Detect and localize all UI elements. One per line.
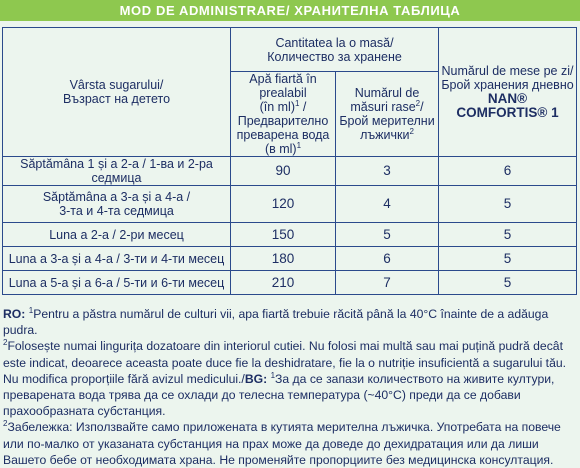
water-header bbox=[231, 72, 336, 157]
brand-name: NAN® COMFORTIS® 1 bbox=[456, 91, 559, 120]
scoops-header-ro: Numărul de măsuri rase bbox=[350, 86, 420, 114]
age-header: Vârsta sugarului/ Възраст на детето bbox=[3, 28, 231, 157]
row-age: Luna a 3-a și a 4-a / 3-ти и 4-ти месец bbox=[3, 247, 231, 271]
row-scoops: 3 bbox=[336, 157, 439, 186]
row-water: 210 bbox=[231, 271, 336, 295]
table-row bbox=[3, 223, 577, 247]
row-meals: 5 bbox=[439, 247, 577, 271]
row-scoops: 5 bbox=[336, 223, 439, 247]
scoops-header-bg: / Брой мерителни лъжички bbox=[339, 100, 435, 142]
bg-label: BG: bbox=[244, 371, 268, 386]
row-water: 120 bbox=[231, 186, 336, 223]
ro-note-1: Pentru a păstra numărul de culturi vii, apa fiartă trebuie răcită până la 40°C înainte de a adăuga pudra. bbox=[3, 307, 549, 338]
ro-sup-1: 1 bbox=[28, 305, 34, 315]
water-header-bg: / Предварително преварена вода (в ml) bbox=[236, 100, 330, 156]
feeding-table bbox=[2, 27, 577, 295]
meals-header-text: Numărul de mese pe zi/ Брой хранения дневно bbox=[441, 64, 574, 92]
banner-title: MOD DE ADMINISTRARE/ ХРАНИТЕЛНА ТАБЛИЦА bbox=[0, 0, 580, 21]
table-row bbox=[3, 157, 577, 186]
scoops-header-sup: 2 bbox=[415, 98, 421, 108]
row-meals: 5 bbox=[439, 186, 577, 223]
footnotes bbox=[3, 306, 577, 468]
water-header-bg-sup: 1 bbox=[296, 140, 302, 150]
table-row bbox=[3, 186, 577, 223]
row-age: Luna a 2-a / 2-ри месец bbox=[3, 223, 231, 247]
scoops-header-bg-sup: 2 bbox=[409, 126, 414, 136]
row-scoops: 7 bbox=[336, 271, 439, 295]
bg-sup-2: 2 bbox=[3, 419, 8, 429]
bg-note-1: За да се запази количеството на живите култури, преварената вода трява да се охлади до телесна температура (~40°C) преди да се добави прахообразната субстанция. bbox=[3, 371, 555, 419]
row-age: Luna a 5-a și a 6-a / 5-ти и 6-ти месец bbox=[3, 271, 231, 295]
water-header-ro: Apă fiartă în prealabil (în ml) bbox=[249, 72, 317, 114]
ro-sup-2: 2 bbox=[3, 338, 8, 348]
bg-sup-1: 1 bbox=[270, 370, 276, 380]
row-scoops: 6 bbox=[336, 247, 439, 271]
meals-header bbox=[439, 28, 577, 157]
water-header-sup: 1 bbox=[295, 98, 300, 108]
scoops-header bbox=[336, 72, 439, 157]
ro-label: RO: bbox=[3, 307, 26, 321]
bg-note-2: Забележка: Използвайте само приложената в кутията мерителна лъжичка. Употребата на повече или по-малко от указаната субстанция на прах може да доведе до дехидратация или да лиши Вашето бебе от необходимата храна. Не променяйте пропорциите без медицинска консултация. bbox=[3, 420, 561, 467]
table-row bbox=[3, 271, 577, 295]
row-scoops: 4 bbox=[336, 186, 439, 223]
row-meals: 6 bbox=[439, 157, 577, 186]
row-age: Săptămâna a 3-a și a 4-a / 3-та и 4-та седмица bbox=[3, 186, 231, 223]
quantity-header: Cantitatea la o masă/ Количество за хранене bbox=[231, 28, 439, 72]
row-meals: 5 bbox=[439, 223, 577, 247]
table-row bbox=[3, 247, 577, 271]
row-water: 180 bbox=[231, 247, 336, 271]
row-age: Săptămâna 1 și a 2-a / 1-ва и 2-ра седмица bbox=[3, 157, 231, 186]
ro-note-2: Folosește numai lingurița dozatoare din interiorul cutiei. Nu folosi mai multă sau mai puțină pudră decât este indicat, deoarece aceasta poate duce fie la deshidratare, fie la o nutriție insuficientă a sugarului tău. Nu modifica proporțiile fără avizul medicului./ bbox=[3, 339, 567, 386]
row-water: 150 bbox=[231, 223, 336, 247]
row-water: 90 bbox=[231, 157, 336, 186]
row-meals: 5 bbox=[439, 271, 577, 295]
